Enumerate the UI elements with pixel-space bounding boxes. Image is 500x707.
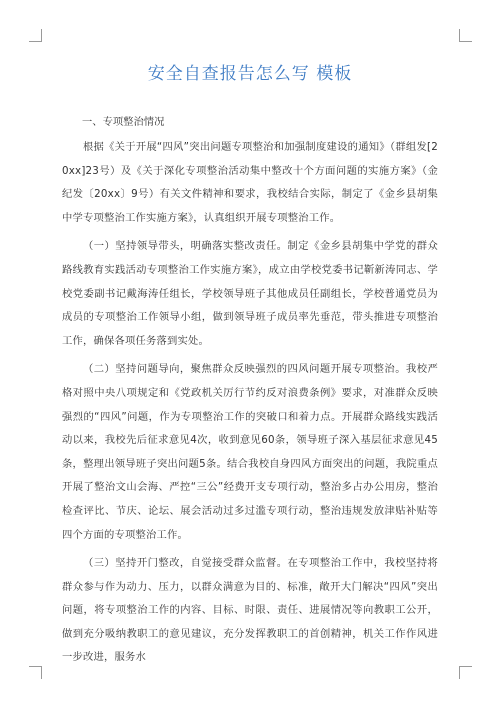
- document-title: 安全自查报告怎么写 模板: [147, 64, 353, 84]
- document-body: [62, 112, 438, 670]
- paragraph-problem-orientation: （二）坚持问题导向，聚焦群众反映强烈的四风问题开展专项整治。我校严格对照中央八项规定和《党政机关厉行节约反对浪费条例》要求，对准群众反映强烈的“四风”问题，作为专项整治工作的突破口和着力点。开展群众路线实践活动以来，我校先后征求意见4次，收到意见60条，领导班子深入基层征求意见45条，整理出领导班子突出问题5条。结合我校自身四风方面突出的问题，我院重点开展了整治文山会海、严控“三公”经费开支专项行动，整治多占办公用房，整治检查评比、节庆、论坛、展会活动过多过滥专项行动，整治违规发放津贴补贴等四个方面的专项整治工作。: [62, 363, 438, 541]
- crop-mark-top-left: [29, 29, 42, 42]
- crop-mark-bottom-left: [29, 666, 42, 679]
- paragraph-leadership: （一）坚持领导带头，明确落实整改责任。制定《金乡县胡集中学党的群众路线教育实践活动专项整治工作实施方案》，成立由学校党委书记靳新涛同志、学校党委副书记戴海涛任组长，学校领导班子其他成员任副组长，学校普通党员为成员的专项整治工作领导小组，做到领导班子成员率先垂范，带头推进专项整治工作，确保各项任务落到实处。: [62, 240, 438, 347]
- crop-mark-bottom-right: [459, 666, 472, 679]
- section-heading: 一、专项整治情况: [82, 116, 165, 128]
- paragraph-intro: 根据《关于开展“四风”突出问题专项整治和加强制度建设的通知》（群组发[20xx]23号）及《关于深化专项整治活动集中整改十个方面问题的实施方案》（金纪发〔20xx〕9号）有关文件精神和要求，我校结合实际，制定了《金乡县胡集中学专项整治工作实施方案》，认真组织开展专项整治工作。: [62, 141, 438, 224]
- crop-mark-top-right: [459, 29, 472, 42]
- paragraph-open-rectification: （三）坚持开门整改，自觉接受群众监督。在专项整治工作中，我校坚持将群众参与作为动力、压力，以群众满意为目的、标准，敞开大门解决“四风”突出问题，将专项整治工作的内容、目标、时限、责任、进展情况等向教职工公开，做到充分吸纳教职工的意见建议，充分发挥教职工的首创精神，机关工作作风进一步改进，服务水: [62, 557, 438, 664]
